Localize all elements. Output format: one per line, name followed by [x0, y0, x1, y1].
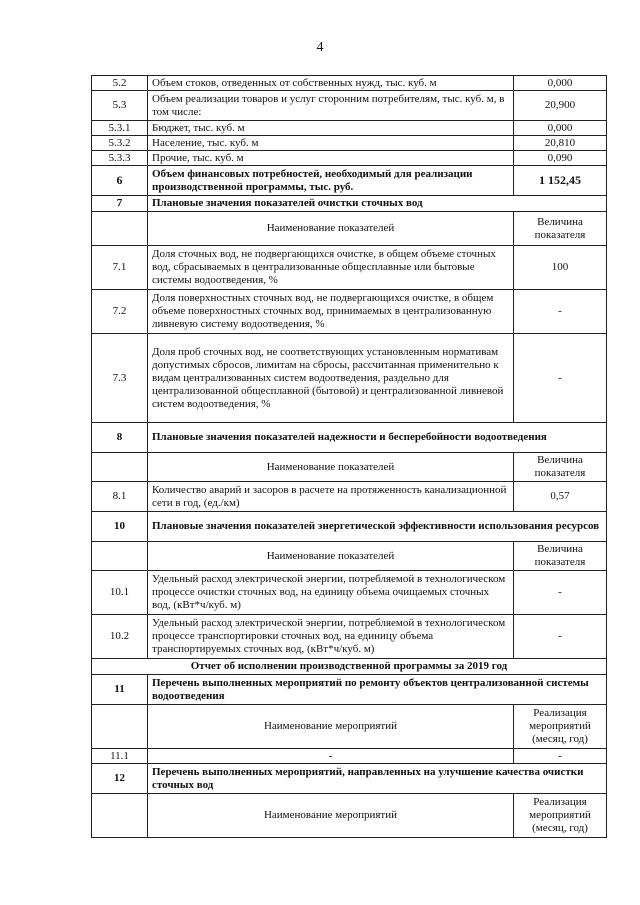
column-header-row [92, 705, 607, 749]
row-label: Доля проб сточных вод, не соответствующих установленным нормативам допустимых сбросов, лимитам на сбросы, рассчитанная применительно к видам централизованных систем водоотведения, раздельно для централизованной общесплавной (бытовой) и централизованной ливневой систем водоотведения, % [148, 334, 514, 423]
table-row [92, 334, 607, 423]
column-header-value: Реализация мероприятий (месяц, год) [514, 794, 607, 838]
section-number: 11 [92, 675, 148, 705]
row-value: 20,900 [514, 91, 607, 121]
section-title: Плановые значения показателей надежности и бесперебойности водоотведения [148, 423, 607, 453]
row-label: Прочие, тыс. куб. м [148, 151, 514, 166]
page-number: 4 [316, 40, 324, 55]
section-title: Плановые значения показателей энергетической эффективности использования ресурсов [148, 512, 607, 542]
table-row [92, 166, 607, 196]
row-value: 0,000 [514, 76, 607, 91]
empty-cell [92, 705, 148, 749]
row-number: 5.3.1 [92, 121, 148, 136]
column-header-name: Наименование показателей [148, 542, 514, 571]
row-label: Удельный расход электрической энергии, потребляемой в технологическом процессе транспортировки сточных вод, на единицу объема транспортируемых сточных вод, (кВт*ч/куб. м) [148, 615, 514, 659]
empty-cell [92, 212, 148, 246]
section-header [92, 423, 607, 453]
table-row [92, 749, 607, 764]
section-number: 12 [92, 764, 148, 794]
column-header-row [92, 212, 607, 246]
row-number: 10.2 [92, 615, 148, 659]
column-header-value: Величина показателя [514, 453, 607, 482]
section-header [92, 512, 607, 542]
section-title: Перечень выполненных мероприятий по ремонту объектов централизованной системы водоотведения [148, 675, 607, 705]
table-row [92, 121, 607, 136]
table-row [92, 91, 607, 121]
report-heading-row [92, 659, 607, 675]
row-value: 20,810 [514, 136, 607, 151]
table-row [92, 615, 607, 659]
table-row [92, 76, 607, 91]
table-row [92, 151, 607, 166]
row-label: Объем финансовых потребностей, необходимый для реализации производственной программы, тыс. руб. [148, 166, 514, 196]
section-title: Перечень выполненных мероприятий, направленных на улучшение качества очистки сточных вод [148, 764, 607, 794]
row-label: Количество аварий и засоров в расчете на протяженность канализационной сети в год, (ед./км) [148, 482, 514, 512]
row-number: 5.3.3 [92, 151, 148, 166]
empty-cell [92, 794, 148, 838]
section-number: 10 [92, 512, 148, 542]
column-header-value: Величина показателя [514, 212, 607, 246]
table-row [92, 136, 607, 151]
empty-cell [92, 542, 148, 571]
column-header-name: Наименование показателей [148, 212, 514, 246]
column-header-row [92, 794, 607, 838]
row-value: 1 152,45 [514, 166, 607, 196]
row-value: - [514, 749, 607, 764]
table-row [92, 571, 607, 615]
row-label: Население, тыс. куб. м [148, 136, 514, 151]
row-number: 6 [92, 166, 148, 196]
row-value: 0,57 [514, 482, 607, 512]
row-number: 5.3.2 [92, 136, 148, 151]
section-header [92, 675, 607, 705]
row-value: - [514, 334, 607, 423]
section-header [92, 764, 607, 794]
row-value: 100 [514, 246, 607, 290]
table-row [92, 482, 607, 512]
row-number: 5.2 [92, 76, 148, 91]
row-label: Удельный расход электрической энергии, потребляемой в технологическом процессе очистки сточных вод, на единицу объема очищаемых сточных вод, (кВт*ч/куб. м) [148, 571, 514, 615]
row-label: Бюджет, тыс. куб. м [148, 121, 514, 136]
row-number: 5.3 [92, 91, 148, 121]
table-row [92, 290, 607, 334]
section-number: 8 [92, 423, 148, 453]
row-number: 7.1 [92, 246, 148, 290]
row-number: 7.3 [92, 334, 148, 423]
empty-cell [92, 453, 148, 482]
column-header-value: Величина показателя [514, 542, 607, 571]
row-value: 0,090 [514, 151, 607, 166]
row-number: 11.1 [92, 749, 148, 764]
section-header [92, 196, 607, 212]
row-value: 0,000 [514, 121, 607, 136]
column-header-value: Реализация мероприятий (месяц, год) [514, 705, 607, 749]
row-label: - [148, 749, 514, 764]
column-header-name: Наименование мероприятий [148, 794, 514, 838]
row-number: 7.2 [92, 290, 148, 334]
row-label: Доля поверхностных сточных вод, не подвергающихся очистке, в общем объеме поверхностных сточных вод, принимаемых в централизованную ливневую систему водоотведения, % [148, 290, 514, 334]
row-label: Объем реализации товаров и услуг сторонним потребителям, тыс. куб. м, в том числе: [148, 91, 514, 121]
row-value: - [514, 290, 607, 334]
row-number: 10.1 [92, 571, 148, 615]
column-header-name: Наименование показателей [148, 453, 514, 482]
table-row [92, 246, 607, 290]
row-label: Доля сточных вод, не подвергающихся очистке, в общем объеме сточных вод, сбрасываемых в централизованные общесплавные или бытовые системы водоотведения, % [148, 246, 514, 290]
column-header-name: Наименование мероприятий [148, 705, 514, 749]
section-title: Плановые значения показателей очистки сточных вод [148, 196, 607, 212]
column-header-row [92, 542, 607, 571]
report-heading: Отчет об исполнении производственной программы за 2019 год [92, 659, 607, 675]
row-number: 8.1 [92, 482, 148, 512]
production-program-table [91, 75, 607, 838]
column-header-row [92, 453, 607, 482]
section-number: 7 [92, 196, 148, 212]
row-value: - [514, 571, 607, 615]
row-value: - [514, 615, 607, 659]
row-label: Объем стоков, отведенных от собственных нужд, тыс. куб. м [148, 76, 514, 91]
